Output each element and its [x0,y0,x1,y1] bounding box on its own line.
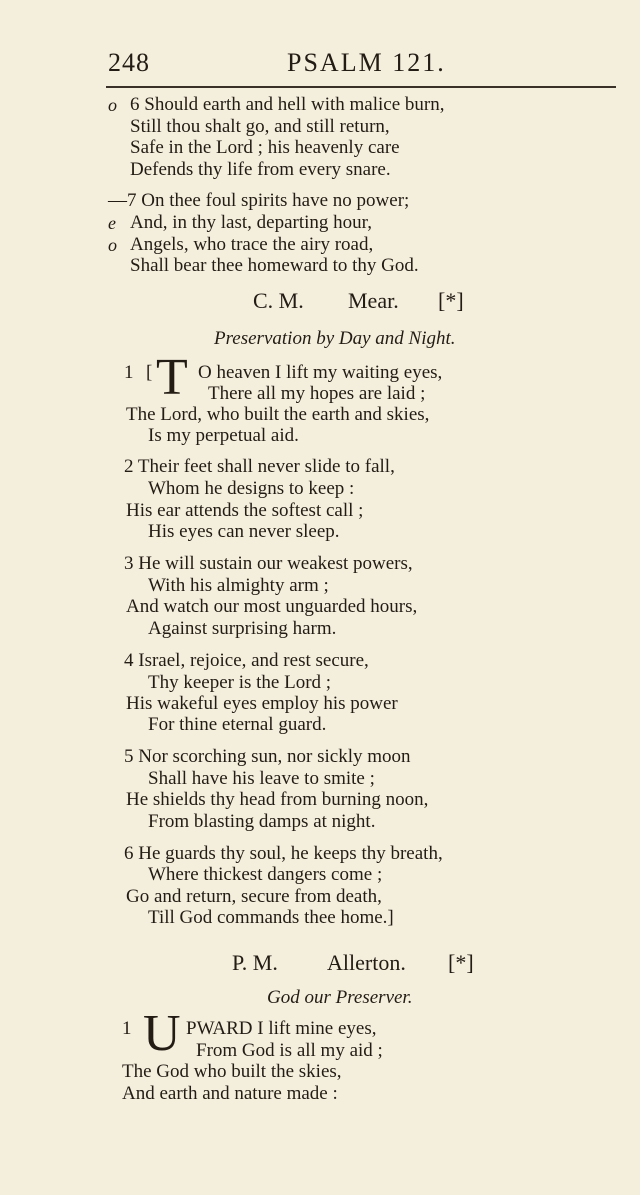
verse-line: Till God commands thee home.] [148,907,394,928]
tune-name: Mear. [348,288,399,313]
verse-line: For thine eternal guard. [148,714,327,735]
running-title: PSALM 121. [287,48,446,77]
verse-line: From blasting damps at night. [148,811,376,832]
verse-line: 6 He guards thy soul, he keeps thy breath, [124,843,443,864]
verse-line: From God is all my aid ; [196,1040,383,1061]
drop-cap: T [156,349,188,406]
tune-name: Allerton. [327,950,406,975]
verse-line: Whom he designs to keep : [148,478,355,499]
verse-line: Still thou shalt go, and still return, [130,116,390,137]
verse-line: With his almighty arm ; [148,575,329,596]
hymn-title: Preservation by Day and Night. [214,328,456,349]
verse-line: O heaven I lift my waiting eyes, [198,362,443,383]
bracket: [ [146,362,153,383]
verse-line: 6 Should earth and hell with malice burn, [130,94,445,115]
verse-line: 4 Israel, rejoice, and rest secure, [124,650,369,671]
tune-marker: [*] [448,950,474,975]
verse-line: And watch our most unguarded hours, [126,596,418,617]
hymn-meter: P. M. [232,950,278,975]
verse-line: Against surprising harm. [148,618,337,639]
tune-marker: [*] [438,288,464,313]
verse-line: 3 He will sustain our weakest powers, [124,553,413,574]
verse-line: Go and return, secure from death, [126,886,382,907]
verse-line: Angels, who trace the airy road, [130,234,374,255]
verse-line: Defends thy life from every snare. [130,159,391,180]
verse-line: His wakeful eyes employ his power [126,693,398,714]
hymn-meter: C. M. [253,288,304,313]
verse-line: There all my hopes are laid ; [208,383,426,404]
verse-line: His ear attends the softest call ; [126,500,364,521]
verse-line: The Lord, who built the earth and skies, [126,404,430,425]
verse-line: His eyes can never sleep. [148,521,340,542]
verse-line: PWARD I lift mine eyes, [186,1018,377,1039]
verse-line: Shall bear thee homeward to thy God. [130,255,419,276]
verse-line: And, in thy last, departing hour, [130,212,372,233]
page-number: 248 [108,48,150,77]
verse-line: Safe in the Lord ; his heavenly care [130,137,400,158]
verse-line: He shields thy head from burning noon, [126,789,429,810]
verse-line: 5 Nor scorching sun, nor sickly moon [124,746,411,767]
verse-line: 2 Their feet shall never slide to fall, [124,456,395,477]
drop-cap: U [143,1005,181,1062]
header-rule [106,86,616,88]
verse-line: And earth and nature made : [122,1083,338,1104]
verse-line: Where thickest dangers come ; [148,864,383,885]
verse-line: The God who built the skies, [122,1061,342,1082]
verse-number: 1 [124,362,134,383]
reading-mark: o [108,235,117,255]
verse-line: Shall have his leave to smite ; [148,768,375,789]
verse-line: —7 On thee foul spirits have no power; [108,190,410,211]
verse-number: 1 [122,1018,132,1039]
reading-mark: o [108,95,117,115]
hymn-title: God our Preserver. [267,987,413,1008]
reading-mark: e [108,213,116,233]
verse-line: Thy keeper is the Lord ; [148,672,332,693]
verse-line: Is my perpetual aid. [148,425,299,446]
